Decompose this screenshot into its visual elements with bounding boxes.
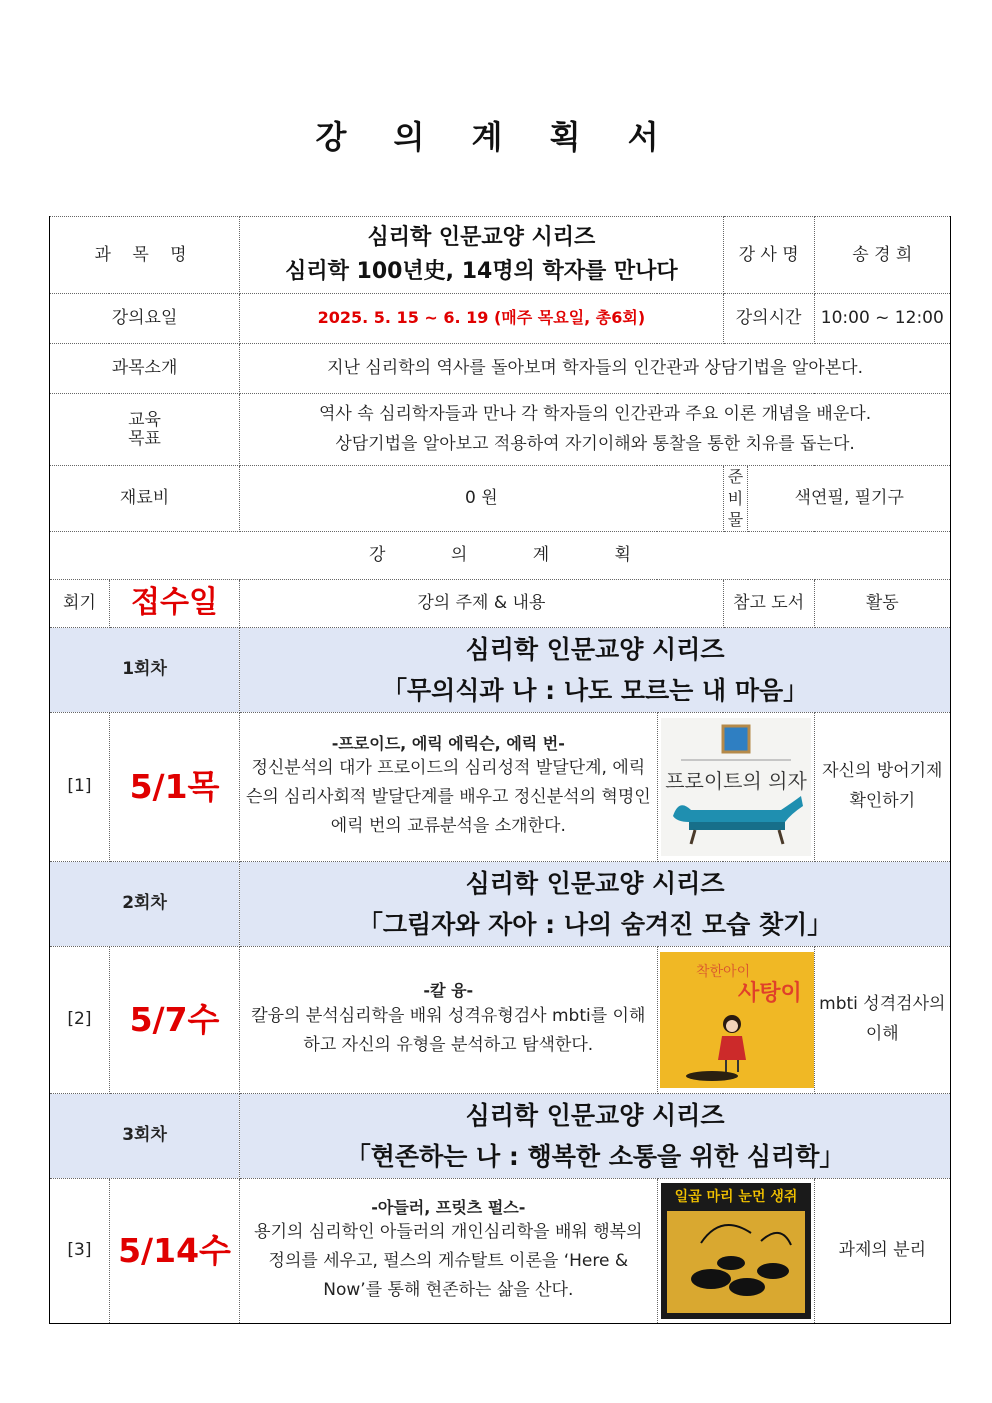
session-1-book xyxy=(657,712,814,861)
session-3-book xyxy=(657,1178,814,1323)
course-name-line1: 심리학 인문교양 시리즈 xyxy=(367,224,596,250)
col-activity-header: 활동 xyxy=(814,579,950,627)
session-3-content: -아들러, 프릿츠 펄스- 용기의 심리학인 아들러의 개인심리학을 배워 행복의 정의를 세우고, 펄스의 게슈탈트 이론을 ‘Here & Now’를 통해 현존하는 삶을 산다. xyxy=(240,1178,657,1323)
course-name-cell xyxy=(240,217,724,294)
session-1-date: 5/1목 xyxy=(109,712,239,861)
page-title: 강 의 계 획 서 xyxy=(315,118,677,156)
book-cover-freud-chair xyxy=(661,718,811,856)
session-1-content: -프로이드, 에릭 에릭슨, 에릭 번- 정신분석의 대가 프로이드의 심리성적 발달단계, 에릭슨의 심리사회적 발달단계를 배우고 정신분석의 혁명인 에릭 번의 교류분석을 소개한다. xyxy=(240,712,657,861)
session-1-number: [1] xyxy=(50,712,110,861)
education-goal-label: 교육 목표 xyxy=(50,394,240,466)
session-2-activity: mbti 성격검사의 이해 xyxy=(814,946,950,1093)
course-intro-value: 지난 심리학의 역사를 돌아보며 학자들의 인간관과 상담기법을 알아본다. xyxy=(240,344,951,394)
session-2-content: -칼 융- 칼융의 분석심리학을 배워 성격유형검사 mbti를 이해하고 자신의 유형을 분석하고 탐색한다. xyxy=(240,946,657,1093)
class-day-value: 2025. 5. 15 ~ 6. 19 (매주 목요일, 총6회) xyxy=(240,294,724,344)
course-name-label: 과 목 명 xyxy=(50,217,240,294)
col-book-header: 참고 도서 xyxy=(723,579,814,627)
course-name-line2: 심리학 100년史, 14명의 학자를 만나다 xyxy=(285,259,678,284)
supplies-label: 준비물 xyxy=(723,466,748,532)
class-time-label: 강의시간 xyxy=(723,294,814,344)
book-cover-title: 일곱 마리 눈먼 생쥐 xyxy=(674,1188,797,1205)
course-plan-table xyxy=(49,216,951,1324)
session-2-book xyxy=(657,946,814,1093)
col-topic-header: 강의 주제 & 내용 xyxy=(240,579,724,627)
session-3-number: [3] xyxy=(50,1178,110,1323)
session-2-date: 5/7수 xyxy=(109,946,239,1093)
class-day-label: 강의요일 xyxy=(50,294,240,344)
session-2-number: [2] xyxy=(50,946,110,1093)
instructor-name: 송 경 희 xyxy=(814,217,950,294)
course-intro-label: 과목소개 xyxy=(50,344,240,394)
session-3-date: 5/14수 xyxy=(109,1178,239,1323)
material-fee-value: 0 원 xyxy=(240,466,724,532)
session-3-title: 심리학 인문교양 시리즈 「현존하는 나 : 행복한 소통을 위한 심리학」 xyxy=(240,1093,951,1178)
book-cover-title-main: 사탕이 xyxy=(737,980,802,1006)
supplies-value: 색연필, 필기구 xyxy=(748,466,951,532)
book-cover-seven-blind-mice xyxy=(661,1183,811,1319)
book-cover-title: 프로이트의 의자 xyxy=(664,768,807,793)
session-2-label: 2회차 xyxy=(50,861,240,946)
class-time-value: 10:00 ~ 12:00 xyxy=(814,294,950,344)
education-goal-value: 역사 속 심리학자들과 만나 각 학자들의 인간관과 주요 이론 개념을 배운다. 상담기법을 알아보고 적용하여 자기이해와 통찰을 통한 치유를 돕는다. xyxy=(240,394,951,466)
session-3-activity: 과제의 분리 xyxy=(814,1178,950,1323)
session-1-label: 1회차 xyxy=(50,627,240,712)
session-1-activity: 자신의 방어기제 확인하기 xyxy=(814,712,950,861)
session-2-title: 심리학 인문교양 시리즈 「그림자와 자아 : 나의 숨겨진 모습 찾기」 xyxy=(240,861,951,946)
book-cover-title-top: 착한아이 xyxy=(695,963,750,980)
session-3-label: 3회차 xyxy=(50,1093,240,1178)
plan-heading: 강 의 계 획 xyxy=(50,531,951,579)
col-session-header: 회기 xyxy=(50,579,110,627)
col-receipt-header: 접수일 xyxy=(109,579,239,627)
instructor-label: 강 사 명 xyxy=(723,217,814,294)
session-1-title: 심리학 인문교양 시리즈 「무의식과 나 : 나도 모르는 내 마음」 xyxy=(240,627,951,712)
book-cover-candy-child xyxy=(660,952,815,1088)
material-fee-label: 재료비 xyxy=(50,466,240,532)
